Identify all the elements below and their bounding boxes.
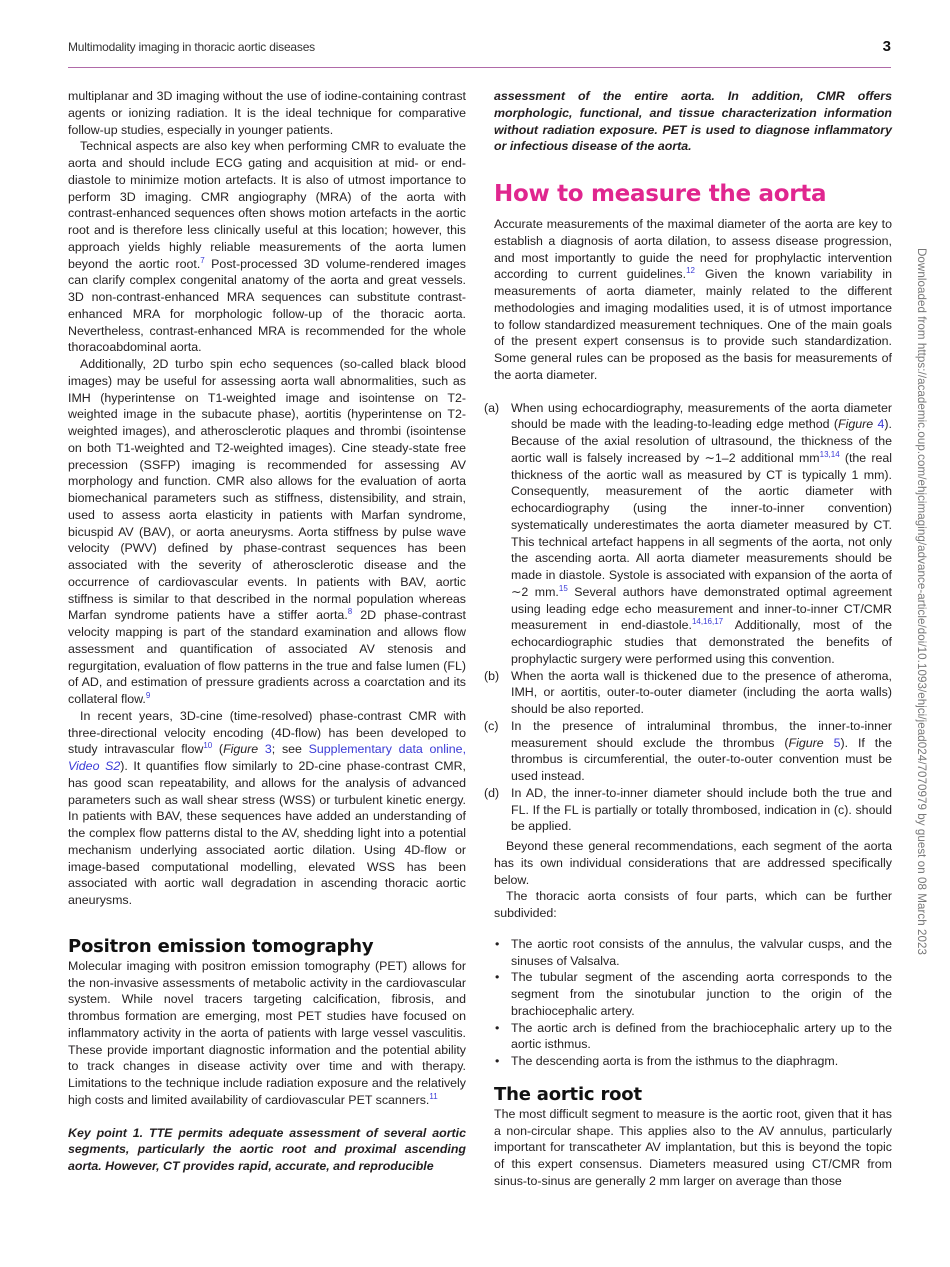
running-header <box>68 38 891 58</box>
paragraph-cmr-intro: multiplanar and 3D imaging without the use of iodine-containing contrast agents or ionizing radiation. It is the ideal technique for comparative follow-up studies, especially in younger patients. <box>68 89 466 137</box>
paragraph-cmr-technical: Technical aspects are also key when performing CMR to evaluate the aorta and should include ECG gating and acquisition at mid- or end-diastole to minimize motion artefacts. It is also of utmost importance to perform 3D imaging. CMR angiography (MRA) of the aorta with contrast-enhanced sequences often shows motion artefacts in the aortic root and is therefore less clinically useful at this location; however, this approach yields highly reliable measurements of the aorta lumen beyond the aortic root.$^7$ Post-processed 3D volume-rendered images can clarify complex congenital anatomy of the aorta and great vessels. 3D non-contrast-enhanced MRA sequences can substitute contrast-enhanced MRA for morphologic follow-up of the thoracic aorta. Nevertheless, contrast-enhanced MRA is recommended for the whole thoracoabdominal aorta. <box>68 139 467 355</box>
citation-link[interactable]: 12 <box>686 266 695 276</box>
bullet-icon: • <box>495 1020 500 1035</box>
citation-link[interactable]: 11 <box>429 1091 438 1101</box>
bullet-icon: • <box>495 970 500 985</box>
figure-3-link[interactable]: 3 <box>258 742 272 757</box>
segment-item: • The tubular segment of the ascending aorta corresponds to the segment from the sinotubular junction to the origin of the brachiocephalic artery. <box>495 970 892 1018</box>
rule-item-b: (b) When the aorta wall is thickened due to the presence of atheroma, IMH, or aortitis, outer-to-outer diameter (including the aorta walls) should be also reported. <box>484 668 892 716</box>
bullet-icon: • <box>495 1054 500 1068</box>
bullet-icon: • <box>495 936 500 951</box>
citation-link[interactable]: 15 <box>558 583 568 593</box>
paragraph-pet: Molecular imaging with positron emission tomography (PET) allows for the non-invasive assessments of metabolic activity in the cardiovascular system. While novel tracers targeting calcification, fibrosis, and thrombus formation are emerging, most PET studies have focused on inflammatory activity in the aorta of patients with large vessel vasculitis. These provide important diagnostic information and the potential ability to track changes in disease activity over time and with therapy. Limitations to the technique include radiation exposure and the relatively high costs and limited availability of cardiovascular PET scanners.$^{11}$ <box>68 958 466 1107</box>
supplementary-data-link[interactable]: Supplementary data online, <box>308 742 467 757</box>
segment-item: • The descending aorta is from the isthmus to the diaphragm. <box>495 1054 839 1068</box>
paragraph-aortic-root: The most difficult segment to measure is the aortic root, given that it has a non-circular shape. This applies also to the AV annulus, particularly important for transcatheter AV implantation, but this is beyond the topic of this expert consensus. Diameters measured using CT/CMR from sinus-to-sinus are generally 2 mm larger on average than those <box>494 1106 892 1188</box>
figure-label: Figure <box>223 742 259 757</box>
header-rule <box>68 67 891 68</box>
paragraph-cmr-black-blood: Additionally, 2D turbo spin echo sequences (so-called black blood images) may be useful for assessing aorta wall abnormalities, such as IMH (hyperintense on T1-weighted image and isointense on T2-weighted image in the subacute phase), aortitis (hyperintense on T2-weighted images), and atherosclerotic plaques and thrombi (isointense on both T1-weighted and T2-weighted images). Cine steady-state free precession (SSFP) imaging is recommended for assessing AV morphology and function. CMR also allows for the evaluation of aorta biomechanical parameters such as stiffness, distensibility, and strain, used to assess aorta elasticity in patients with Marfan syndrome, bicuspid AV (BAV), or aorta aneurysms. Aorta stiffness by pulse wave velocity (PWV) defined by phase-contrast sequences has been associated with the severity of atherosclerotic disease and the occurrence of cardiovascular events. In patients with BAV, aortic stiffness is similar to that described in the normal population whereas Marfan syndrome patients have a stiffer aorta.$^8$ 2D phase-contrast velocity mapping is part of the standard examination and allows flow assessment and quantification of associated AV stenosis and regurgitation, evaluation of flow patterns in the true and false lumen (FL) of AD, and estimation of pressure gradients across a coarctation and its collateral flow.$^9$ <box>68 357 466 706</box>
right-column <box>484 88 893 1190</box>
rule-item-a: (a) When using echocardiography, measurements of the aorta diameter should be made with the leading-to-leading edge method (Figure 4). Because of the axial resolution of ultrasound, the thickness of the aortic wall is falsely increased by ∼1–2 additional mm$^{13,14}$ (the real thickness of the aortic wall as measured by CT is typically 1 mm). Consequently, measurement of the aortic diameter with echocardiography (using the inner-to-inner convention) systematically underestimates the aorta diameter measured by CT. This technical artefact happens in all segments of the aorta, not only the ascending aorta. All aorta diameter measurements should be made in diastole. Systole is associated with expansion of the aorta of ∼2 mm.$^{15}$ Several authors have demonstrated optimal agreement using leading edge echo measurement and inner-to-inner CT/CMR measurement in end-diastole.$^{14,16,17}$ Additionally, most of the echocardiographic studies that demonstrated the benefits of prophylactic surgery were performed using this convention. <box>484 400 893 666</box>
citation-link[interactable]: 7 <box>200 255 205 265</box>
rule-item-c: (c) In the presence of intraluminal thrombus, the inner-to-inner measurement should exclude the thrombus (Figure 5). If the thrombus is circumferential, the outer-to-outer convention must be used instead. <box>484 718 892 783</box>
download-watermark: Downloaded from https://academic.oup.com/ehjcimaging/advance-article/doi/10.1093/ehjci/jead024/7070979 by guest on 08 March 2023 <box>915 248 928 955</box>
paragraph-thoracic-parts: The thoracic aorta consists of four parts, which can be further subdivided: <box>494 889 892 920</box>
rule-item-d: (d) In AD, the inner-to-inner diameter should include both the true and FL. If the FL is partially or totally thrombosed, indication in (c). should be applied. <box>484 785 892 834</box>
section-heading-measure-aorta: How to measure the aorta <box>494 181 827 207</box>
page-number: 3 <box>882 38 891 55</box>
figure-4-link[interactable]: 4 <box>873 417 885 432</box>
list-marker: (d) <box>484 785 500 800</box>
key-point-1-continued: assessment of the entire aorta. In addition, CMR offers morphologic, functional, and tissue characterization information without radiation exposure. PET is used to diagnose inflammatory or infectious disease of the aorta. <box>494 89 892 154</box>
paragraph-measure-intro: Accurate measurements of the maximal diameter of the aorta are key to establish a diagnosis of aorta dilation, to assess disease progression, and most importantly to guide the need for prophylactic intervention according to current guidelines.$^{12}$ Given the known variability in measurements of aorta diameter, mainly related to the different methodologies and imaging modalities used, it is of utmost importance to follow standardized measurement techniques. One of the main goals of the present expert consensus is to provide such standardization. Some general rules can be proposed as the basis for measurements of the aorta diameter. <box>494 217 892 382</box>
paragraph-4d-flow: In recent years, 3D-cine (time-resolved) phase-contrast CMR with three-directional velocity encoding (4D-flow) has been developed to study intravascular flow$^{10}$ (Figure 3; see Supplementary data online, Video S2). It quantifies flow similarly to 2D-cine phase-contrast CMR, has good scan repeatability, and allows for the analysis of advanced parameters such as wall shear stress (WSS) or turbulent kinetic energy. In patients with BAV, these sequences have added an understanding of the complex flow patterns distal to the AV, shedding light into a potential mechanism underlying associated aortic dilation. Using 4D-flow or image-based computational modelling, elevated WSS has been associated with aortic wall degradation in ascending thoracic aortic aneurysms. <box>68 708 467 907</box>
segment-item: • The aortic root consists of the annulus, the valvular cusps, and the sinuses of Valsalva. <box>495 936 892 968</box>
citation-link[interactable]: 13,14 <box>819 449 840 459</box>
measurement-rules-list <box>484 400 893 836</box>
list-marker: (b) <box>484 668 500 683</box>
section-heading-aortic-root: The aortic root <box>494 1083 642 1105</box>
segment-item: • The aortic arch is defined from the brachiocephalic artery up to the aortic isthmus. <box>495 1020 892 1052</box>
list-marker: (a) <box>484 400 500 415</box>
paragraph-beyond: Beyond these general recommendations, each segment of the aorta has its own individual considerations that are addressed specifically below. <box>494 839 892 887</box>
left-column <box>68 88 466 1175</box>
list-marker: (c) <box>484 718 499 733</box>
section-heading-pet: Positron emission tomography <box>68 935 374 957</box>
video-s2-link[interactable]: Video S2 <box>68 759 121 773</box>
citation-link[interactable]: 10 <box>203 741 213 751</box>
figure-5-link[interactable]: 5 <box>823 735 841 750</box>
citation-link[interactable]: 8 <box>347 607 353 617</box>
aorta-segments-list <box>494 936 892 1070</box>
running-title: Multimodality imaging in thoracic aortic diseases <box>68 40 315 54</box>
key-point-1: Key point 1. TTE permits adequate assessment of several aortic segments, particularly the aortic root and proximal ascending aorta. However, CT provides rapid, accurate, and reproducible <box>68 1125 466 1173</box>
citation-link[interactable]: 9 <box>145 690 151 700</box>
citation-link[interactable]: 14,16,17 <box>691 617 724 627</box>
